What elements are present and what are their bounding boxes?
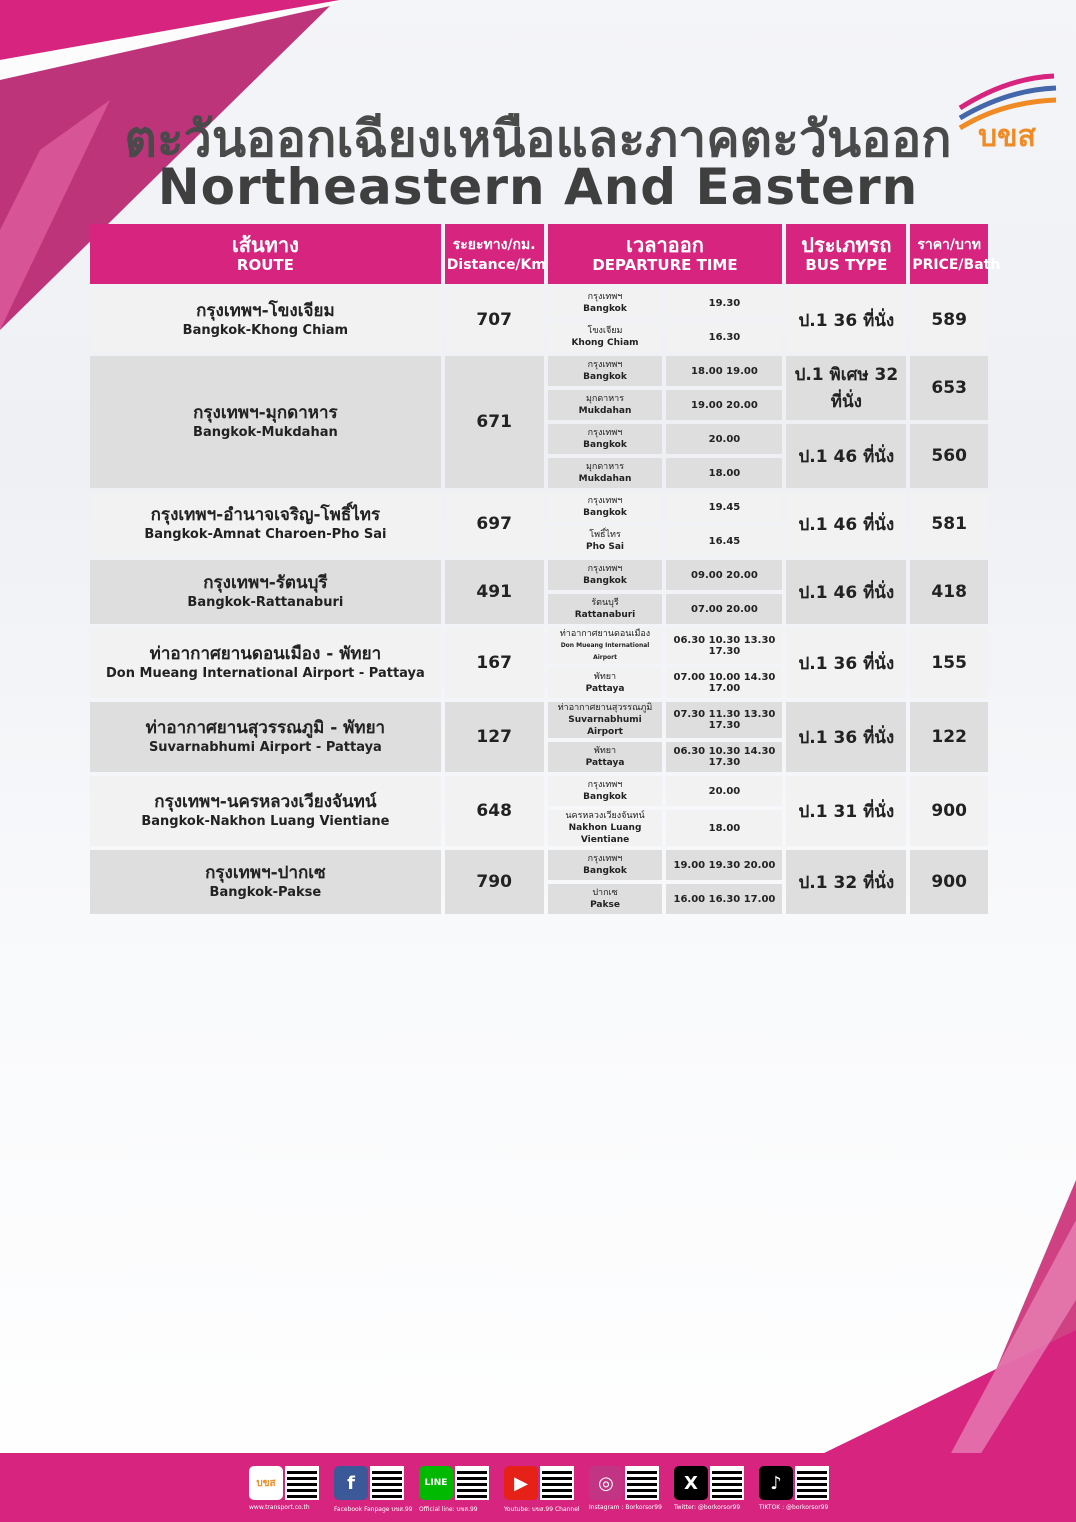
qr-code-icon bbox=[540, 1466, 574, 1500]
footer-social-link[interactable] bbox=[249, 1466, 319, 1512]
bus-type-cell: ป.1 32 ที่นั่ง bbox=[786, 850, 906, 914]
route-name-english: Bangkok-Pakse bbox=[209, 885, 322, 900]
stop-cell bbox=[548, 884, 663, 914]
route-name-thai: กรุงเทพฯ-นครหลวงเวียงจันทน์ bbox=[154, 792, 377, 812]
stop-name-english: Don Mueang International Airport bbox=[560, 642, 650, 661]
footer-social-link[interactable] bbox=[504, 1466, 580, 1513]
footer-label: Twitter: @borkorsor99 bbox=[674, 1504, 741, 1511]
stop-name-thai: นครหลวงเวียงจันทน์ bbox=[565, 811, 645, 821]
schedule-table bbox=[86, 220, 1001, 918]
stop-name-english: Bangkok bbox=[583, 440, 627, 450]
transport-logo-icon: บขส bbox=[249, 1466, 283, 1500]
footer-social-link[interactable] bbox=[419, 1466, 489, 1512]
stop-name-thai: พัทยา bbox=[593, 672, 617, 682]
stop-cell bbox=[548, 810, 663, 846]
stop-name-english: Bangkok bbox=[583, 792, 627, 802]
distance-cell: 167 bbox=[445, 628, 544, 698]
stop-name-thai: รัตนบุรี bbox=[591, 598, 619, 608]
departure-times-cell: 06.30 10.30 13.30 17.30 bbox=[666, 628, 782, 664]
line-icon: LINE bbox=[419, 1466, 453, 1500]
stop-name-english: Rattanaburi bbox=[574, 610, 636, 620]
stop-cell bbox=[548, 560, 663, 590]
departure-times-cell: 09.00 20.00 bbox=[666, 560, 782, 590]
route-name-english: Bangkok-Mukdahan bbox=[193, 425, 338, 440]
route-name-thai: กรุงเทพฯ-โขงเจียม bbox=[196, 301, 335, 321]
distance-cell: 790 bbox=[445, 850, 544, 914]
header-route: เส้นทาง ROUTE bbox=[90, 224, 441, 284]
route-cell bbox=[90, 776, 441, 846]
footer-label: www.transport.co.th bbox=[249, 1504, 310, 1511]
stop-cell bbox=[548, 424, 663, 454]
departure-times-cell: 18.00 bbox=[666, 810, 782, 846]
qr-code-icon bbox=[370, 1466, 404, 1500]
route-name-thai: กรุงเทพฯ-รัตนบุรี bbox=[203, 573, 328, 593]
price-cell: 418 bbox=[910, 560, 988, 624]
stop-name-english: Bangkok bbox=[583, 866, 627, 876]
table-row bbox=[90, 560, 988, 590]
price-cell: 900 bbox=[910, 850, 988, 914]
stop-name-english: Pho Sai bbox=[586, 542, 624, 552]
stop-cell bbox=[548, 390, 663, 420]
stop-cell bbox=[548, 356, 663, 386]
footer-social-link[interactable] bbox=[589, 1466, 662, 1512]
bus-type-cell: ป.1 46 ที่นั่ง bbox=[786, 492, 906, 556]
stop-cell bbox=[548, 492, 663, 522]
bus-type-cell: ป.1 36 ที่นั่ง bbox=[786, 288, 906, 352]
stop-cell bbox=[548, 668, 663, 698]
distance-cell: 671 bbox=[445, 356, 544, 488]
distance-cell: 127 bbox=[445, 702, 544, 772]
stop-cell bbox=[548, 702, 663, 738]
departure-times-cell: 16.00 16.30 17.00 bbox=[666, 884, 782, 914]
price-cell: 122 bbox=[910, 702, 988, 772]
stop-name-english: Nakhon Luang Vientiane bbox=[568, 823, 642, 845]
departure-times-cell: 18.00 bbox=[666, 458, 782, 488]
price-cell: 155 bbox=[910, 628, 988, 698]
stop-name-english: Pattaya bbox=[585, 684, 625, 694]
svg-text:บขส: บขส bbox=[978, 119, 1036, 154]
qr-code-icon bbox=[795, 1466, 829, 1500]
stop-cell bbox=[548, 742, 663, 772]
route-name-thai: ท่าอากาศยานสุวรรณภูมิ - พัทยา bbox=[145, 718, 386, 738]
departure-times-cell: 16.30 bbox=[666, 322, 782, 352]
stop-cell bbox=[548, 850, 663, 880]
departure-times-cell: 20.00 bbox=[666, 776, 782, 806]
page-title-english: Northeastern And Eastern bbox=[157, 158, 919, 216]
x-icon: X bbox=[674, 1466, 708, 1500]
instagram-icon: ◎ bbox=[589, 1466, 623, 1500]
footer-label: Facebook Fanpage บขส.99 bbox=[334, 1506, 413, 1513]
stop-name-english: Bangkok bbox=[583, 576, 627, 586]
table-row bbox=[90, 356, 988, 386]
stop-name-thai: มุกดาหาร bbox=[585, 394, 625, 404]
route-name-english: Bangkok-Amnat Charoen-Pho Sai bbox=[144, 527, 387, 542]
distance-cell: 491 bbox=[445, 560, 544, 624]
stop-name-english: Pakse bbox=[590, 900, 620, 910]
footer-label: Instagram : Borkorsor99 bbox=[589, 1504, 662, 1511]
stop-name-thai: พัทยา bbox=[593, 746, 617, 756]
footer-social-link[interactable] bbox=[674, 1466, 744, 1512]
departure-times-cell: 18.00 19.00 bbox=[666, 356, 782, 386]
bus-type-cell: ป.1 46 ที่นั่ง bbox=[786, 560, 906, 624]
stop-name-thai: ปากเซ bbox=[592, 888, 618, 898]
stop-name-thai: มุกดาหาร bbox=[585, 462, 625, 472]
corner-decoration-bottom-right bbox=[820, 1180, 1076, 1455]
departure-times-cell: 19.30 bbox=[666, 288, 782, 318]
table-header-row bbox=[90, 224, 988, 284]
stop-name-thai: ท่าอากาศยานสุวรรณภูมิ bbox=[557, 703, 653, 713]
table-row bbox=[90, 776, 988, 806]
stop-name-thai: กรุงเทพฯ bbox=[587, 292, 623, 302]
bus-type-cell: ป.1 31 ที่นั่ง bbox=[786, 776, 906, 846]
price-cell: 900 bbox=[910, 776, 988, 846]
footer-social-link[interactable] bbox=[759, 1466, 829, 1512]
qr-code-icon bbox=[625, 1466, 659, 1500]
bks-logo bbox=[952, 68, 1062, 158]
tiktok-icon: ♪ bbox=[759, 1466, 793, 1500]
price-cell: 581 bbox=[910, 492, 988, 556]
footer-social-link[interactable] bbox=[334, 1466, 413, 1513]
stop-name-english: Bangkok bbox=[583, 372, 627, 382]
stop-name-thai: ท่าอากาศยานดอนเมือง bbox=[559, 629, 651, 639]
route-cell bbox=[90, 492, 441, 556]
stop-cell bbox=[548, 526, 663, 556]
price-cell: 589 bbox=[910, 288, 988, 352]
header-price: ราคา/บาท PRICE/Bath bbox=[910, 224, 988, 284]
footer-label: Official line: บขส.99 bbox=[419, 1506, 478, 1513]
stop-name-thai: กรุงเทพฯ bbox=[587, 360, 623, 370]
header-distance: ระยะทาง/กม. Distance/Km bbox=[445, 224, 544, 284]
table-row bbox=[90, 288, 988, 318]
qr-code-icon bbox=[455, 1466, 489, 1500]
stop-name-thai: โพธิ์ไทร bbox=[589, 530, 621, 540]
departure-times-cell: 19.45 bbox=[666, 492, 782, 522]
bus-type-cell: ป.1 46 ที่นั่ง bbox=[786, 424, 906, 488]
distance-cell: 697 bbox=[445, 492, 544, 556]
table-row bbox=[90, 628, 988, 664]
stop-name-english: Khong Chiam bbox=[571, 338, 639, 348]
route-name-thai: ท่าอากาศยานดอนเมือง - พัทยา bbox=[149, 644, 382, 664]
bus-type-cell: ป.1 36 ที่นั่ง bbox=[786, 702, 906, 772]
route-cell bbox=[90, 702, 441, 772]
table-row bbox=[90, 492, 988, 522]
bus-type-cell: ป.1 พิเศษ 32 ที่นั่ง bbox=[786, 356, 906, 420]
route-name-english: Bangkok-Nakhon Luang Vientiane bbox=[141, 814, 390, 829]
departure-times-cell: 19.00 19.30 20.00 bbox=[666, 850, 782, 880]
route-name-thai: กรุงเทพฯ-อำนาจเจริญ-โพธิ์ไทร bbox=[150, 505, 381, 525]
departure-times-cell: 06.30 10.30 14.30 17.30 bbox=[666, 742, 782, 772]
header-departure: เวลาออก DEPARTURE TIME bbox=[548, 224, 783, 284]
route-name-english: Bangkok-Rattanaburi bbox=[187, 595, 344, 610]
route-cell bbox=[90, 288, 441, 352]
qr-code-icon bbox=[710, 1466, 744, 1500]
footer-label: Youtube: บขส.99 Channel bbox=[504, 1506, 580, 1513]
departure-times-cell: 07.00 20.00 bbox=[666, 594, 782, 624]
youtube-icon: ▶ bbox=[504, 1466, 538, 1500]
stop-name-thai: กรุงเทพฯ bbox=[587, 854, 623, 864]
route-cell bbox=[90, 356, 441, 488]
departure-times-cell: 19.00 20.00 bbox=[666, 390, 782, 420]
departure-times-cell: 07.30 11.30 13.30 17.30 bbox=[666, 702, 782, 738]
facebook-icon: f bbox=[334, 1466, 368, 1500]
departure-times-cell: 16.45 bbox=[666, 526, 782, 556]
footer-label: TIKTOK : @borkorsor99 bbox=[759, 1504, 829, 1511]
departure-times-cell: 07.00 10.00 14.30 17.00 bbox=[666, 668, 782, 698]
route-name-english: Don Mueang International Airport - Pattaya bbox=[106, 666, 425, 681]
price-cell: 560 bbox=[910, 424, 988, 488]
stop-name-thai: กรุงเทพฯ bbox=[587, 780, 623, 790]
route-name-thai: กรุงเทพฯ-มุกดาหาร bbox=[193, 403, 338, 423]
qr-code-icon bbox=[285, 1466, 319, 1500]
stop-name-english: Mukdahan bbox=[578, 474, 632, 484]
stop-cell bbox=[548, 322, 663, 352]
stop-name-thai: กรุงเทพฯ bbox=[587, 496, 623, 506]
stop-name-english: Suvarnabhumi Airport bbox=[568, 715, 642, 737]
stop-cell bbox=[548, 288, 663, 318]
route-cell bbox=[90, 560, 441, 624]
stop-name-thai: กรุงเทพฯ bbox=[587, 564, 623, 574]
route-name-english: Bangkok-Khong Chiam bbox=[182, 323, 349, 338]
stop-name-english: Mukdahan bbox=[578, 406, 632, 416]
stop-cell bbox=[548, 594, 663, 624]
header-bus-type: ประเภทรถ BUS TYPE bbox=[786, 224, 906, 284]
distance-cell: 707 bbox=[445, 288, 544, 352]
route-cell bbox=[90, 628, 441, 698]
table-row bbox=[90, 702, 988, 738]
stop-name-english: Pattaya bbox=[585, 758, 625, 768]
stop-cell bbox=[548, 776, 663, 806]
stop-name-thai: โขงเจียม bbox=[587, 326, 623, 336]
stop-name-english: Bangkok bbox=[583, 508, 627, 518]
page-title-thai: ตะวันออกเฉียงเหนือและภาคตะวันออก bbox=[124, 110, 952, 168]
stop-cell bbox=[548, 628, 663, 664]
price-cell: 653 bbox=[910, 356, 988, 420]
bus-type-cell: ป.1 36 ที่นั่ง bbox=[786, 628, 906, 698]
distance-cell: 648 bbox=[445, 776, 544, 846]
stop-cell bbox=[548, 458, 663, 488]
departure-times-cell: 20.00 bbox=[666, 424, 782, 454]
stop-name-thai: กรุงเทพฯ bbox=[587, 428, 623, 438]
table-row bbox=[90, 850, 988, 880]
route-name-thai: กรุงเทพฯ-ปากเซ bbox=[205, 863, 326, 883]
stop-name-english: Bangkok bbox=[583, 304, 627, 314]
route-name-english: Suvarnabhumi Airport - Pattaya bbox=[148, 740, 382, 755]
route-cell bbox=[90, 850, 441, 914]
